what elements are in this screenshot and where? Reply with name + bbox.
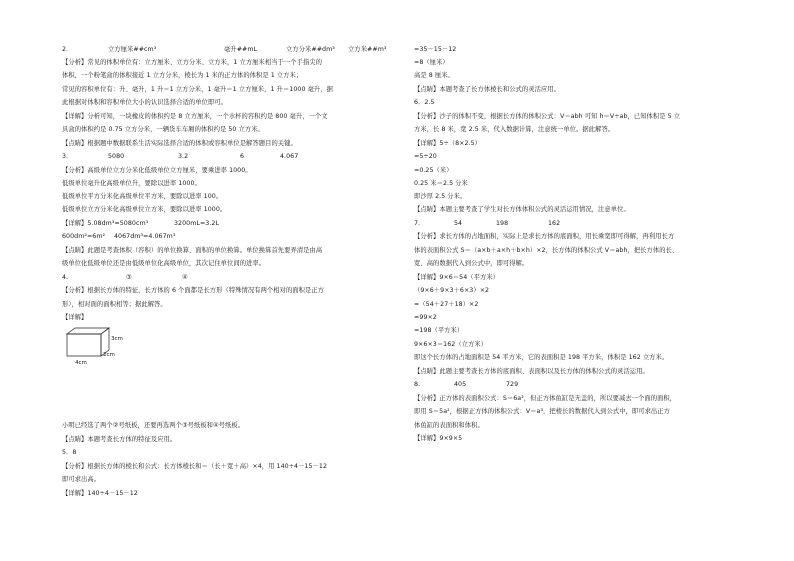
q3-analysis-4: 低级单位立方分米化高级单位立方米，要除以进率 1000。 (62, 206, 227, 213)
q3-analysis-3: 低级单位平方分米化高级单位平方米，要除以进率 100。 (62, 193, 223, 200)
q3-solution-c: 600dm²=6m² (62, 233, 106, 240)
q6-step-4: 即沙厚 2.5 分米。 (414, 193, 467, 200)
q8-solution: 【详解】9×9×5 (414, 435, 463, 442)
q3-answer-1: 5080 (108, 153, 125, 160)
q8-number: 8. (414, 381, 421, 388)
q3-solution-b: 3200mL=3.2L (174, 220, 220, 227)
q5-number: 5．8 (62, 449, 77, 456)
q7-answer-2: 198 (496, 220, 509, 227)
q7-answer-1: 54 (454, 220, 463, 227)
q2-analysis-1: 【分析】常见的体积单位有：立方厘米、立方分米、立方米，1 立方厘米相当于一个手指尖的 (62, 59, 322, 66)
q2-solution-2: 具盒的体积约是 0.75 立方分米，一辆货车车厢的体积约是 50 立方米。 (62, 126, 264, 133)
q7-number: 7. (414, 220, 421, 227)
q2-solution-1: 【详解】分析可知，一块橡皮的体积约是 8 立方厘米，一个水杯的容积约是 800 毫升，一个文 (62, 113, 328, 120)
q2-comment: 【点睛】根据题中数据联系生活实际选择合适的体积或容积单位是解答题目的关键。 (62, 140, 297, 147)
cuboid-width-label: 2cm (103, 352, 115, 358)
q4-comment: 【点睛】本题考查长方体的特征及应用。 (62, 436, 177, 443)
q3-answer-3: 6 (240, 153, 245, 160)
q7-solution: 【详解】9×6＝54（平方米） (414, 274, 500, 281)
q5-analysis-2: 即可求出高。 (62, 476, 101, 483)
q8-answer-1: 405 (454, 381, 467, 388)
q6-analysis-1: 【分析】沙子的体积不变，根据长方体的体积公式：V＝abh 可知 h＝V÷ab，已知体积是 5 立 (414, 113, 681, 120)
q2-answer-1: 立方厘米##cm³ (108, 46, 157, 53)
q8-analysis-2: 即用 S＝5a²，根据正方体的体积公式：V＝a³，把棱长的数据代入到公式中，即可求出正方 (414, 408, 670, 415)
q5-step-3: 高是 8 厘米。 (414, 72, 454, 79)
q6-analysis-2: 方米，长 8 米，宽 2.5 米，代入数据计算，注意统一单位。据此解答。 (414, 126, 615, 133)
q2-number: 2. (62, 46, 69, 53)
q4-number: 4. (62, 274, 69, 281)
q4-analysis-1: 【分析】根据长方体的特征，长方体的 6 个面都是长方形（特殊情况有两个相对的面积是正方 (62, 287, 325, 294)
q6-solution: 【详解】5÷（8×2.5） (414, 140, 482, 147)
cuboid-length-label: 4cm (75, 360, 87, 366)
q7-answer-3: 162 (548, 220, 561, 227)
q6-step-3: 0.25 米＝2.5 分米 (414, 180, 468, 187)
q6-step-2: =0.25（米） (414, 167, 453, 174)
q8-analysis-1: 【分析】正方体的表面积公式：S＝6a²，但正方体鱼缸是无盖的，所以要减去一个面的面积， (414, 395, 677, 402)
q7-step-1: （9×6＋9×3＋6×3）×2 (414, 287, 490, 294)
q2-answer-3: 立方分米##dm³ (286, 46, 335, 53)
cuboid-height-label: 3cm (111, 336, 123, 342)
q8-analysis-3: 体鱼缸的表面积和体积。 (414, 422, 484, 429)
q4-solution-label: 【详解】 (62, 314, 88, 321)
q5-step-1: =35－15－12 (414, 46, 457, 53)
q6-step-1: =5÷20 (414, 153, 437, 160)
q4-analysis-2: 形），相对面的面积相等；据此解答。 (62, 301, 167, 308)
q7-step-5: 9×6×3＝162（立方米） (414, 341, 488, 348)
q7-step-2: =（54＋27＋18）×2 (414, 301, 479, 308)
q7-analysis-1: 【分析】求长方体的占地面积，实际上是求长方体的底面积，用长乘宽即可得解，再利用长方 (414, 233, 675, 240)
q6-number: 6．2.5 (414, 99, 435, 106)
q3-number: 3. (62, 153, 69, 160)
q7-analysis-3: 宽、高的数据代入到公式中，即可得解。 (414, 260, 529, 267)
q2-analysis-4: 此根据对体积和容积单位大小的认识选择合适的单位即可。 (62, 99, 228, 106)
q4-answer-2: ④ (182, 274, 188, 281)
q3-answer-4: 4.067 (280, 153, 299, 160)
q2-answer-4: 立方米##m³ (348, 46, 387, 53)
q5-solution: 【详解】140÷4－15－12 (62, 490, 138, 497)
q7-step-6: 即这个长方体的占地面积是 54 平方米，它的表面积是 198 平方米，体积是 162 立方米。 (414, 354, 669, 361)
q4-answer-text: 小明已经选了两个②号纸板，还要再选两个③号纸板和④号纸板。 (62, 422, 245, 429)
q3-comment-2: 级单位化低级单位还是由低级单位化高级单位，其次记住单位间的进率。 (62, 260, 266, 267)
q6-comment: 【点睛】本题主要考查了学生对长方体体积公式的灵活运用情况，注意单位。 (414, 206, 630, 213)
q2-analysis-3: 常见的容积单位有：升、毫升，1 升＝1 立方分米，1 毫升＝1 立方厘米，1 升＝1000 毫升，据 (62, 86, 333, 93)
q3-answer-2: 3.2 (178, 153, 189, 160)
q5-comment: 【点睛】本题考查了长方体棱长和公式的灵活应用。 (414, 86, 560, 93)
q3-solution-a: 【详解】5.08dm³=5080cm³ (62, 220, 149, 227)
q4-answer-1: ③ (126, 274, 132, 281)
q3-comment-1: 【点睛】此题是考查体积（容积）的单位换算、面积的单位换算。单位换算首先要弄清是由高 (62, 247, 323, 254)
q3-solution-d: 4067dm³=4.067m³ (114, 233, 176, 240)
q3-analysis: 【分析】高级单位立方分米化低级单位立方厘米，要乘进率 1000。 (62, 167, 252, 174)
q7-comment: 【点睛】此题主要考查长方体的底面积、表面积以及长方体的体积公式的灵活运用。 (414, 368, 649, 375)
q7-step-3: =99×2 (414, 314, 437, 321)
q2-analysis-2: 体积，一个粉笔盒的体积接近 1 立方分米，棱长为 1 米的正方体的体积是 1 立方米； (62, 72, 303, 79)
q2-answer-2: 毫升##mL (224, 46, 258, 53)
q5-step-2: =8（厘米） (414, 59, 449, 66)
q7-analysis-2: 体的表面积公式 S＝（a×b＋a×h＋b×h）×2，长方体的体积公式 V＝abh，把长方体的长、 (414, 247, 679, 254)
cuboid-figure (66, 326, 123, 366)
q8-answer-2: 729 (506, 381, 519, 388)
q5-analysis-1: 【分析】根据长方体的棱长和公式：长方体棱长和＝（长＋宽＋高）×4，用 140÷4－15－12 (62, 463, 328, 470)
q7-step-4: =198（平方米） (414, 327, 464, 334)
q3-analysis-2: 低级单位毫升化高级单位升，要除以进率 1000。 (62, 180, 201, 187)
